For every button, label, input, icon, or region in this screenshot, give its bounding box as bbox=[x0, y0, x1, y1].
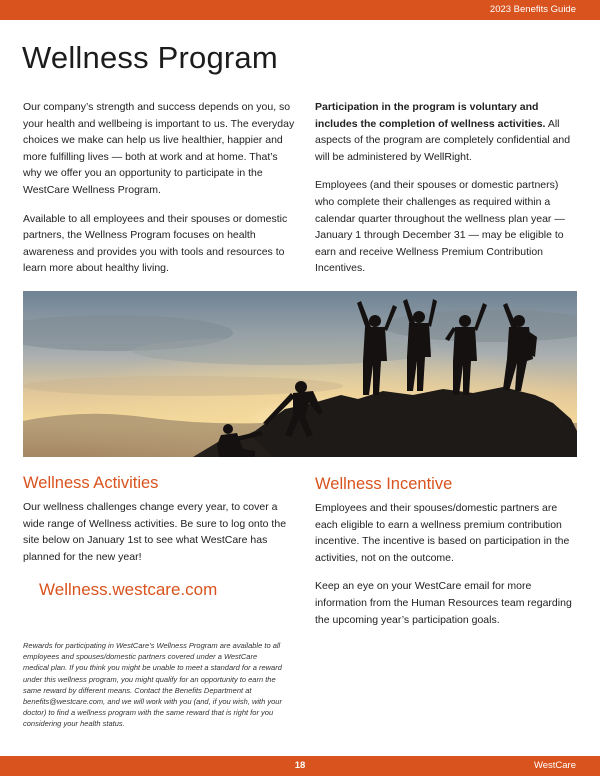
participation-emphasis: Participation in the program is voluntary and includes the completion of wellness activities. bbox=[315, 101, 546, 130]
intro-left-column bbox=[23, 99, 295, 277]
intro-paragraph: Our company’s strength and success depends on you, so your health and wellbeing is important to us. The everyday choices we make can help us live healthier, happier and more fulfilling lives — both at work and at home. That’s why we offer you an opportunity to participate in the WestCare Wellness Program. bbox=[23, 101, 295, 196]
activities-heading: Wellness Activities bbox=[23, 474, 159, 492]
header-band bbox=[0, 0, 600, 20]
guide-title: 2023 Benefits Guide bbox=[489, 4, 576, 15]
page-title: Wellness Program bbox=[22, 40, 278, 75]
eligibility-paragraph: Employees (and their spouses or domestic partners) who complete their challenges as required within a calendar quarter throughout the wellness plan year — January 1 through December 31 — may be eligible to earn and receive Wellness Premium Contribution Incentives. bbox=[315, 179, 565, 275]
incentive-email-paragraph: Keep an eye on your WestCare email for more information from the Human Resources team regarding the upcoming year’s participation goals. bbox=[315, 580, 572, 626]
activities-text-block bbox=[23, 499, 293, 565]
activities-paragraph: Our wellness challenges change every year, to cover a wide range of Wellness activities. Be sure to log onto the site below on January 1st to see what WestCare has planned for the new year! bbox=[23, 501, 287, 563]
footer-band bbox=[0, 756, 600, 776]
incentive-text-block bbox=[315, 500, 579, 628]
footer-brand: WestCare bbox=[533, 760, 576, 771]
wellness-site-link[interactable]: Wellness.westcare.com bbox=[39, 580, 218, 599]
incentive-paragraph: Employees and their spouses/domestic partners are each eligible to earn a wellness premium contribution incentive. The incentive is based on participation in the activities, not on the outcome. bbox=[315, 502, 570, 564]
page-number: 18 bbox=[294, 760, 306, 771]
intro-right-column bbox=[315, 99, 577, 277]
hero-photo-silhouettes bbox=[23, 291, 577, 457]
incentive-heading: Wellness Incentive bbox=[315, 475, 453, 493]
participation-rest: All aspects of the program are completely confidential and will be administered by WellRight. bbox=[315, 117, 571, 163]
sunset-mountain-illustration bbox=[23, 291, 577, 457]
participation-paragraph bbox=[315, 99, 577, 165]
rewards-footnote: Rewards for participating in WestCare’s Wellness Program are available to all employees and spouses/domestic partners covered under a WestCare medical plan. If you think you might be unable to meet a standard for a reward under this wellness program, you might qualify for an opportunity to earn the same reward by different means. Contact the Benefits Department at benefits@westcare.com, and we will work with you (and, if you wish, with your doctor) to find a wellness program with the same reward that is right for you considering your health status. bbox=[23, 641, 282, 729]
intro-paragraph: Available to all employees and their spouses or domestic partners, the Wellness Program focuses on health awareness and provides you with tools and resources to learn more about healthy living. bbox=[23, 212, 288, 275]
